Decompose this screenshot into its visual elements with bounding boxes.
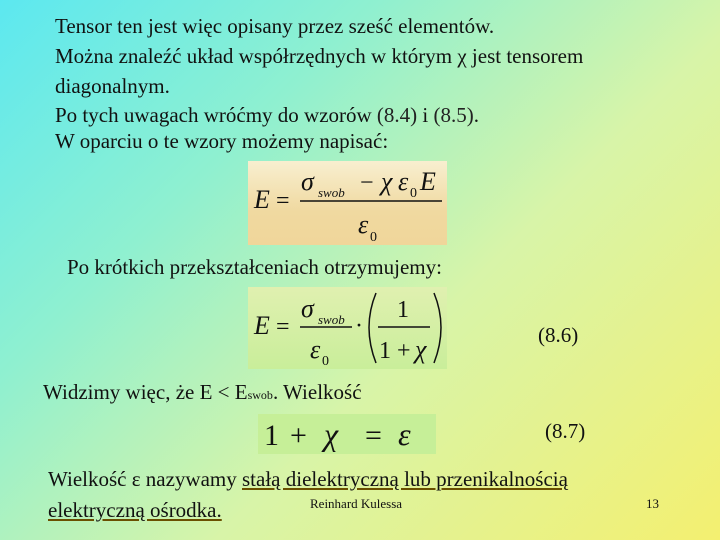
f2-sub-swob: swob [318,312,345,327]
text-line-8-start: Wielkość ε nazywamy [48,467,242,491]
formula-2-box [248,287,447,369]
text-line-7 [43,380,362,407]
f1-minus: − [360,170,374,196]
reference-8-4[interactable]: (8.4) [376,103,418,127]
link-electric-medium[interactable]: elektryczną ośrodka. [48,498,222,522]
f1-eps: ε [398,167,409,196]
text-line-6: Po krótkich przekształceniach otrzymujemy: [67,255,442,279]
formula-3 [258,414,436,454]
text-line-5: W oparciu o te wzory możemy napisać: [55,129,389,153]
f1-den-eps: ε [358,210,369,239]
text-line-4-mid: i [417,103,434,127]
f2-left-paren [369,293,376,363]
text-line-4-start: Po tych uwagach wróćmy do wzorów [55,103,377,127]
text-line-3: diagonalnym. [55,74,170,98]
formula-1-box [248,161,447,245]
f1-E2: E [420,167,436,196]
f2-dot: · [355,313,363,339]
f3-eps: ε [398,416,411,452]
f2-equals: = [276,314,290,340]
f2-num-one: 1 [397,297,409,323]
f2-E: E [254,311,270,340]
equation-label-8-6: (8.6) [538,323,579,347]
footer-author: Reinhard Kulessa [310,496,403,511]
f1-equals: = [276,188,290,214]
f1-sub-zero: 0 [410,186,417,201]
f2-den-one-plus: 1 + [379,338,417,364]
text-line-7-sub: swob [247,388,273,402]
f2-den-zero: 0 [322,354,329,369]
f3-chi: χ [324,416,339,452]
f1-sigma: σ [301,167,314,196]
f1-E: E [254,185,270,214]
reference-8-5[interactable]: (8.5) [433,103,474,127]
link-dielectric-constant[interactable]: stałą dielektryczną lub przenikalnością [242,467,568,491]
text-line-7-end: . Wielkość [272,380,362,404]
f3-one: 1 [264,419,279,452]
f2-den-chi: χ [415,335,427,364]
formula-3-box [258,414,436,454]
text-line-1: Tensor ten jest więc opisany przez sześć elementów. [55,14,495,38]
text-line-4-end: . [473,103,480,127]
text-line-4 [55,103,479,127]
text-line-8 [48,467,568,491]
footer-page-number: 13 [646,496,659,511]
f2-den-eps: ε [310,335,321,364]
text-line-7-start: Widzimy więc, że E < E [43,380,248,404]
formula-1 [248,161,447,245]
f1-den-zero: 0 [370,230,377,245]
equation-label-8-7: (8.7) [545,419,586,443]
text-line-9 [48,498,222,522]
formula-2 [248,287,447,369]
text-line-2: Można znaleźć układ współrzędnych w którym χ jest tensorem [55,44,584,68]
f2-right-paren [434,293,441,363]
f3-equals: = [365,419,382,452]
f1-chi: χ [381,167,393,196]
f1-sub-swob: swob [318,185,345,200]
f2-sigma: σ [301,294,314,323]
f3-plus: + [290,419,307,452]
